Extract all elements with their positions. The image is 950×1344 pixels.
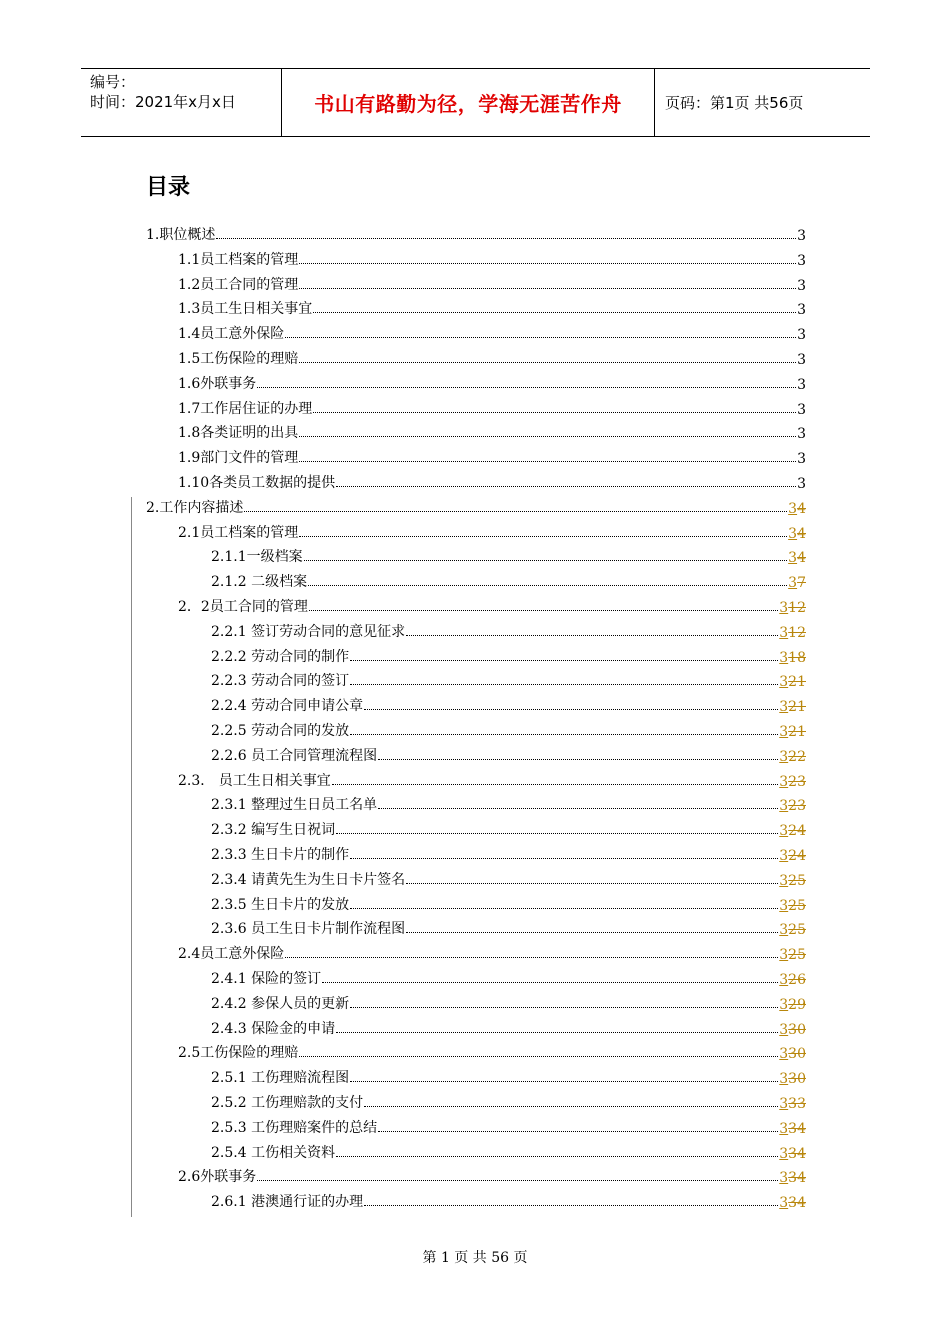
toc-entry[interactable] (178, 768, 806, 790)
toc-dot-leader (313, 312, 796, 313)
toc-entry-title: 1.1员工档案的管理 (178, 251, 299, 268)
toc-entry-title: 2.工作内容描述 (146, 499, 244, 516)
toc-dot-leader (350, 858, 778, 859)
toc-entry[interactable] (178, 1164, 806, 1186)
toc-entry-title: 2.3.4 请黄先生为生日卡片签名 (211, 871, 406, 888)
toc-entry-title: 2.3.5 生日卡片的发放 (211, 896, 350, 913)
toc-page-number: 3 (797, 302, 806, 319)
toc-entry[interactable] (211, 743, 806, 765)
toc-dot-leader (299, 536, 787, 537)
toc-page-new: 3 (779, 748, 789, 765)
toc-page-old: 25 (788, 947, 806, 964)
toc-entry[interactable] (178, 346, 806, 368)
toc-page-new: 3 (779, 1046, 789, 1063)
toc-entry-title: 1.6外联事务 (178, 375, 257, 392)
toc-dot-leader (257, 387, 796, 388)
toc-entry-title: 2.3.3 生日卡片的制作 (211, 847, 350, 863)
toc-entry-title: 2.4.2 参保人员的更新 (211, 995, 350, 1012)
toc-page-new: 3 (779, 1145, 789, 1162)
toc-dot-leader (378, 1131, 778, 1132)
toc-entry-title: 2.4员工意外保险 (178, 946, 285, 963)
toc-page-number (779, 1071, 806, 1087)
toc-page-number (788, 501, 806, 517)
toc-page-number: 3 (797, 401, 806, 418)
toc-entry-title: 2.5.3 工伤理赔案件的总结 (211, 1119, 378, 1136)
toc-page-number (779, 1195, 806, 1211)
toc-page-number (779, 749, 806, 765)
toc-entry[interactable] (178, 445, 806, 467)
toc-entry-title: 2.3.6 员工生日卡片制作流程图 (211, 921, 406, 938)
toc-title: 目录 (146, 175, 191, 200)
toc-page-number (779, 1022, 806, 1038)
toc-page-number (779, 1146, 806, 1162)
toc-dot-leader (216, 238, 796, 239)
toc-entry-title: 1.4员工意外保险 (178, 326, 285, 343)
toc-entry-title: 1.9部门文件的管理 (178, 450, 299, 467)
toc-entry-title: 2.6外联事务 (178, 1169, 257, 1186)
toc-page-old: 34 (788, 1145, 806, 1162)
toc-entry[interactable] (211, 842, 806, 864)
toc-entry[interactable] (211, 817, 806, 839)
toc-entry[interactable] (178, 321, 806, 343)
toc-page-old: 4 (797, 550, 806, 567)
toc-page-number (779, 774, 806, 790)
revision-change-bar (131, 497, 132, 1217)
toc-dot-leader (350, 908, 778, 909)
toc-page-number (788, 526, 806, 542)
toc-page-old: 25 (788, 897, 806, 914)
toc-page-old: 4 (797, 500, 806, 517)
toc-dot-leader (299, 362, 796, 363)
toc-page-number (779, 625, 806, 641)
toc-entry-title: 2.5.1 工伤理赔流程图 (211, 1070, 350, 1087)
toc-entry[interactable] (211, 693, 806, 715)
toc-entry[interactable] (211, 966, 806, 988)
toc-entry-title: 2.4.3 保险金的申请 (211, 1020, 336, 1037)
toc-entry-title: 2.2.5 劳动合同的发放 (211, 723, 350, 739)
toc-page-new: 3 (788, 525, 798, 542)
toc-page-new: 3 (779, 947, 789, 964)
toc-page-number: 3 (797, 376, 806, 393)
toc-page-number (779, 1046, 806, 1062)
toc-entry[interactable] (211, 1189, 806, 1211)
toc-dot-leader (350, 734, 778, 735)
toc-entry[interactable] (211, 892, 806, 914)
toc-page-number (788, 550, 806, 566)
toc-page-number (779, 898, 806, 914)
toc-page-new: 3 (779, 1096, 789, 1112)
toc-dot-leader (285, 957, 778, 958)
toc-entry[interactable] (211, 1065, 806, 1087)
toc-dot-leader (313, 412, 796, 413)
toc-page-number (779, 674, 806, 690)
toc-entry[interactable] (178, 371, 806, 393)
toc-page-number (779, 600, 806, 616)
toc-entry-title: 2.3.2 编写生日祝词 (211, 822, 336, 839)
toc-entry-title: 2.5工伤保险的理赔 (178, 1045, 299, 1062)
toc-entry-title: 2.2.3 劳动合同的签订 (211, 673, 350, 690)
toc-entry[interactable] (211, 1090, 806, 1112)
toc-page-number: 3 (797, 426, 806, 443)
toc-entry-title: 2.2.4 劳动合同申请公章 (211, 698, 364, 715)
toc-page-number (779, 873, 806, 889)
toc-entry[interactable] (211, 1115, 806, 1137)
toc-entry[interactable] (178, 1040, 806, 1062)
toc-dot-leader (378, 808, 778, 809)
toc-page-new: 3 (779, 674, 789, 691)
toc-page-new: 3 (779, 773, 789, 790)
toc-page-number (779, 972, 806, 988)
toc-entry-title: 2.4.1 保险的签订 (211, 971, 322, 987)
toc-entry[interactable] (211, 1016, 806, 1038)
toc-page-new: 3 (779, 600, 789, 616)
toc-page-old: 30 (788, 1071, 806, 1088)
toc-dot-leader (350, 1007, 778, 1008)
toc-entry-title: 2.3． 员工生日相关事宜 (178, 772, 331, 789)
toc-dot-leader (378, 759, 778, 760)
toc-entry-title: 2.1.1一级档案 (211, 549, 303, 566)
toc-page-number (779, 1121, 806, 1137)
toc-dot-leader (332, 784, 779, 785)
toc-entry[interactable] (211, 644, 806, 666)
toc-page-new: 3 (779, 872, 789, 889)
toc-dot-leader (336, 1032, 778, 1033)
toc-page-new: 3 (779, 1071, 789, 1088)
toc-page-new: 3 (779, 1195, 789, 1212)
toc-page-number (779, 823, 806, 839)
toc-entry[interactable] (211, 619, 806, 641)
toc-page-number (779, 848, 806, 864)
toc-entry[interactable] (178, 594, 806, 616)
toc-dot-leader (350, 1081, 778, 1082)
toc-dot-leader (406, 932, 778, 933)
toc-dot-leader (336, 1156, 778, 1157)
page-footer: 第 1 页 共 56 页 (422, 1250, 528, 1266)
toc-page-old: 12 (788, 600, 806, 616)
toc-dot-leader (299, 461, 796, 462)
toc-dot-leader (322, 982, 778, 983)
toc-page-old: 30 (788, 1021, 806, 1038)
toc-dot-leader (336, 486, 796, 487)
toc-page-number (779, 922, 806, 938)
toc-entry[interactable] (178, 247, 806, 269)
toc-entry[interactable] (178, 420, 806, 442)
header-motto: 书山有路勤为径，学海无涯苦作舟 (282, 69, 655, 136)
toc-entry-title: 1.8各类证明的出具 (178, 425, 299, 442)
toc-dot-leader (364, 1106, 778, 1107)
toc-page-new: 3 (779, 922, 789, 939)
toc-dot-leader (285, 337, 796, 338)
toc-page-number (779, 724, 806, 740)
toc-dot-leader (244, 511, 787, 512)
toc-entry-title: 2.5.2 工伤理赔款的支付 (211, 1095, 364, 1111)
toc-page-number: 3 (797, 451, 806, 468)
toc-page-new: 3 (779, 1120, 789, 1137)
toc-page-old: 34 (788, 1195, 806, 1212)
toc-entry[interactable] (211, 718, 806, 740)
toc-page-old: 12 (788, 624, 806, 641)
toc-entry-title: 2.1员工档案的管理 (178, 524, 299, 541)
toc-entry-title: 2.2.2 劳动合同的制作 (211, 648, 350, 665)
page-header (81, 68, 870, 137)
toc-page-new: 3 (779, 624, 789, 641)
header-page-info: 页码：第1页 共56页 (665, 94, 804, 112)
toc-entry-title: 2.2.1 签订劳动合同的意见征求 (211, 623, 406, 640)
header-meta (81, 69, 282, 136)
toc-page-old: 7 (797, 575, 806, 592)
toc-page-old: 22 (788, 748, 806, 765)
toc-page-old: 25 (788, 872, 806, 889)
toc-dot-leader (364, 1205, 778, 1206)
toc-page-new: 3 (779, 699, 789, 716)
toc-page-old: 30 (788, 1046, 806, 1063)
toc-page-new: 3 (779, 848, 789, 864)
toc-entry-title: 1.职位概述 (146, 227, 216, 243)
toc-page-old: 21 (788, 699, 806, 716)
toc-page-old: 18 (788, 649, 806, 666)
toc-entry-title: 2．2员工合同的管理 (178, 599, 308, 615)
toc-page-old: 26 (788, 972, 806, 988)
toc-dot-leader (406, 635, 778, 636)
toc-page-old: 4 (797, 525, 806, 542)
toc-entry[interactable] (211, 668, 806, 690)
toc-entry[interactable] (178, 520, 806, 542)
toc-page-new: 3 (779, 649, 789, 666)
toc-page-new: 3 (779, 972, 789, 988)
toc-dot-leader (304, 560, 788, 561)
toc-page-number (779, 1096, 806, 1112)
toc-page-old: 24 (788, 823, 806, 840)
toc-page-old: 23 (788, 773, 806, 790)
toc-page-number (779, 798, 806, 814)
toc-entry-title: 2.3.1 整理过生日员工名单 (211, 797, 378, 814)
toc-dot-leader (350, 684, 778, 685)
toc-page-old: 33 (788, 1096, 806, 1112)
toc-page-old: 34 (788, 1120, 806, 1137)
toc-page-number (779, 699, 806, 715)
toc-entry-title: 1.2员工合同的管理 (178, 276, 299, 293)
toc-entry[interactable] (178, 470, 806, 492)
toc-entry[interactable] (211, 544, 806, 566)
toc-dot-leader (299, 1056, 778, 1057)
toc-dot-leader (406, 883, 778, 884)
toc-entry[interactable] (178, 296, 806, 318)
toc-dot-leader (309, 610, 778, 611)
toc-page-old: 21 (788, 674, 806, 691)
toc-page-new: 3 (779, 823, 789, 840)
toc-entry[interactable] (178, 941, 806, 963)
number-label: 编号： (90, 73, 136, 91)
toc-page-new: 3 (788, 575, 798, 592)
toc-dot-leader (299, 436, 796, 437)
toc-page-old: 21 (788, 724, 806, 740)
toc-page-new: 3 (779, 798, 789, 815)
time-label: 时间：2021年x月x日 (90, 93, 236, 111)
toc-page-number (779, 997, 806, 1013)
toc-page-new: 3 (779, 1170, 789, 1187)
toc-entry-title: 2.2.6 员工合同管理流程图 (211, 747, 378, 764)
toc-page-number: 3 (797, 352, 806, 368)
toc-entry-title: 2.1.2 二级档案 (211, 574, 308, 591)
toc-page-new: 3 (779, 1021, 789, 1038)
toc-entry[interactable] (178, 396, 806, 418)
toc-page-number (779, 650, 806, 666)
toc-page-new: 3 (779, 897, 789, 914)
toc-page-new: 3 (788, 500, 798, 517)
toc-entry[interactable] (211, 916, 806, 938)
toc-entry[interactable] (211, 792, 806, 814)
toc-page-new: 3 (788, 550, 798, 567)
toc-entry-title: 1.7工作居住证的办理 (178, 400, 313, 417)
toc-entry-title: 1.10各类员工数据的提供 (178, 475, 336, 491)
toc-dot-leader (257, 1180, 778, 1181)
toc-page-old: 34 (788, 1170, 806, 1187)
toc-page-number: 3 (797, 228, 806, 244)
toc-page-new: 3 (779, 996, 789, 1013)
toc-dot-leader (364, 709, 778, 710)
toc-entry-title: 2.6.1 港澳通行证的办理 (211, 1194, 364, 1211)
toc-page-number: 3 (797, 476, 806, 492)
toc-entry[interactable] (146, 495, 806, 517)
toc-dot-leader (350, 660, 778, 661)
toc-entry[interactable] (211, 867, 806, 889)
toc-entry-title: 1.3员工生日相关事宜 (178, 301, 313, 318)
toc-dot-leader (299, 263, 796, 264)
toc-entry[interactable] (211, 569, 806, 591)
toc-entry-title: 1.5工伤保险的理赔 (178, 351, 299, 367)
toc-page-old: 25 (788, 922, 806, 939)
toc-entry[interactable] (178, 272, 806, 294)
toc-page-old: 29 (788, 996, 806, 1013)
toc-page-old: 24 (788, 848, 806, 864)
toc-entry[interactable] (211, 991, 806, 1013)
toc-page-number: 3 (797, 252, 806, 269)
toc-page-number (788, 575, 806, 591)
toc-dot-leader (299, 288, 796, 289)
toc-entry-title: 2.5.4 工伤相关资料 (211, 1144, 336, 1161)
toc-page-number: 3 (797, 327, 806, 344)
toc-dot-leader (308, 585, 787, 586)
toc-page-new: 3 (779, 724, 789, 740)
toc-page-number (779, 947, 806, 963)
toc-entry[interactable] (211, 1140, 806, 1162)
toc-page-old: 23 (788, 798, 806, 815)
toc-entry[interactable] (146, 222, 806, 244)
toc-page-number: 3 (797, 277, 806, 294)
toc-page-number (779, 1170, 806, 1186)
toc-dot-leader (336, 833, 778, 834)
